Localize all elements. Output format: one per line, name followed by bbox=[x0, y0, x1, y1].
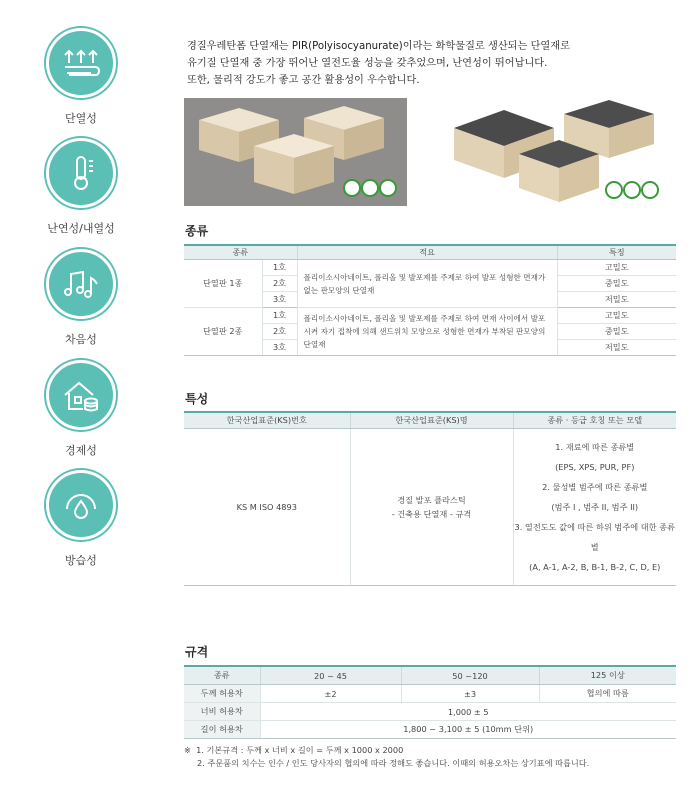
type-grade: 3호 bbox=[262, 292, 297, 308]
model-line: (EPS, XPS, PUR, PF) bbox=[555, 462, 635, 472]
table-header: 125 이상 bbox=[539, 666, 676, 685]
type-grade: 1호 bbox=[262, 260, 297, 276]
type-name: 단열판 1종 bbox=[184, 260, 262, 308]
note-line: ※ 1. 기본규격 : 두께 x 너비 x 길이 = 두께 x 1000 x 2000 bbox=[184, 745, 404, 755]
spec-notes bbox=[184, 744, 589, 770]
model-line: 1. 재료에 따른 종류별 bbox=[555, 442, 635, 452]
table-header: 20 ~ 45 bbox=[260, 666, 401, 685]
table-header: 한국산업표준(KS)명 bbox=[350, 412, 513, 429]
spec-cell: ±2 bbox=[260, 685, 401, 703]
product-photo-plain bbox=[184, 98, 407, 206]
feature-economy bbox=[36, 360, 126, 458]
table-row bbox=[184, 721, 676, 739]
type-feature: 저밀도 bbox=[557, 292, 676, 308]
table-header: 한국산업표준(KS)번호 bbox=[184, 412, 350, 429]
feature-insulation bbox=[36, 28, 126, 126]
row-header: 너비 허용차 bbox=[184, 703, 260, 721]
spec-cell: ±3 bbox=[401, 685, 539, 703]
music-note-icon bbox=[46, 249, 116, 319]
spec-cell: 1,800 ~ 3,100 ± 5 (10mm 단위) bbox=[260, 721, 676, 739]
water-drop-gauge-icon bbox=[46, 470, 116, 540]
ks-number: KS M ISO 4893 bbox=[184, 429, 350, 586]
type-feature: 중밀도 bbox=[557, 276, 676, 292]
types-title: 종류 bbox=[185, 224, 209, 238]
table-row bbox=[184, 685, 676, 703]
type-desc: 폴리이소시아네이트, 폴리올 및 발포제를 주제로 하여 발포 성형한 면재가 없는 판모양의 단열재 bbox=[297, 260, 557, 308]
table-row bbox=[184, 429, 676, 586]
type-name: 단열판 2종 bbox=[184, 308, 262, 356]
product-photo-faced bbox=[444, 98, 662, 206]
intro-line: 또한, 물리적 강도가 좋고 공간 활용성이 우수합니다. bbox=[187, 75, 420, 86]
row-header: 두께 허용차 bbox=[184, 685, 260, 703]
type-desc: 폴리이소시아네이트, 폴리올 및 발포제를 주제로 하여 면재 사이에서 발포시켜 자기 접착에 의해 샌드위치 모양으로 성형한 면재가 부착된 판모양의 단열재 bbox=[297, 308, 557, 356]
table-header: 종류 bbox=[184, 666, 260, 685]
type-feature: 고밀도 bbox=[557, 260, 676, 276]
props-title: 특성 bbox=[185, 392, 209, 406]
feature-label: 경제성 bbox=[65, 444, 97, 457]
table-row bbox=[184, 308, 676, 324]
feature-moisture bbox=[36, 470, 126, 568]
feature-label: 난연성/내열성 bbox=[47, 222, 115, 235]
type-grade: 2호 bbox=[262, 324, 297, 340]
props-table bbox=[184, 411, 676, 586]
ks-name-line: 경질 발포 플라스틱 bbox=[397, 495, 466, 505]
table-header: 종류 bbox=[184, 245, 297, 260]
table-header-row bbox=[184, 412, 676, 429]
types-table bbox=[184, 244, 676, 356]
type-feature: 저밀도 bbox=[557, 340, 676, 356]
table-header: 종류 · 등급 호칭 또는 모델 bbox=[513, 412, 676, 429]
intro-line: 유기질 단열재 중 가장 뛰어난 열전도율 성능을 갖추었으며, 난연성이 뛰어납니다. bbox=[187, 58, 548, 69]
type-feature: 고밀도 bbox=[557, 308, 676, 324]
type-feature: 중밀도 bbox=[557, 324, 676, 340]
ks-name bbox=[350, 429, 513, 586]
feature-label: 차음성 bbox=[65, 333, 97, 346]
row-header: 길이 허용차 bbox=[184, 721, 260, 739]
type-grade: 3호 bbox=[262, 340, 297, 356]
table-header-row bbox=[184, 245, 676, 260]
model-line: (A, A-1, A-2, B, B-1, B-2, C, D, E) bbox=[529, 562, 661, 572]
table-row bbox=[184, 260, 676, 276]
spec-title: 규격 bbox=[185, 645, 209, 659]
model-line: 3. 열전도도 값에 따른 하위 범주에 대한 종류별 bbox=[514, 522, 675, 552]
feature-sound bbox=[36, 249, 126, 347]
type-grade: 1호 bbox=[262, 308, 297, 324]
model-line: (범주 I , 범주 II, 범주 II) bbox=[551, 502, 639, 512]
intro-line: 경질우레탄폼 단열재는 PIR(Polyisocyanurate)이라는 화학물질로 생산되는 단열재로 bbox=[187, 41, 570, 52]
feature-label: 단열성 bbox=[65, 112, 97, 125]
spec-cell: 협의에 따름 bbox=[539, 685, 676, 703]
feature-label: 방습성 bbox=[65, 554, 97, 567]
note-line: 2. 주문품의 치수는 인수 / 인도 당사자의 협의에 따라 정해도 좋습니다. 이때의 허용오차는 상기표에 따릅니다. bbox=[184, 758, 590, 768]
heat-insulation-icon bbox=[46, 28, 116, 98]
thermometer-icon bbox=[46, 138, 116, 208]
model-line: 2. 물성별 범주에 따른 종류별 bbox=[542, 482, 648, 492]
ks-models bbox=[513, 429, 676, 586]
intro-text bbox=[187, 38, 657, 89]
house-coin-icon bbox=[46, 360, 116, 430]
table-row bbox=[184, 703, 676, 721]
type-grade: 2호 bbox=[262, 276, 297, 292]
table-header: 특징 bbox=[557, 245, 676, 260]
table-header: 적요 bbox=[297, 245, 557, 260]
spec-cell: 1,000 ± 5 bbox=[260, 703, 676, 721]
table-header: 50 ~120 bbox=[401, 666, 539, 685]
ks-name-line: - 건축용 단열재 - 규격 bbox=[391, 509, 472, 519]
table-header-row bbox=[184, 666, 676, 685]
feature-flame bbox=[36, 138, 126, 236]
spec-table bbox=[184, 665, 676, 739]
